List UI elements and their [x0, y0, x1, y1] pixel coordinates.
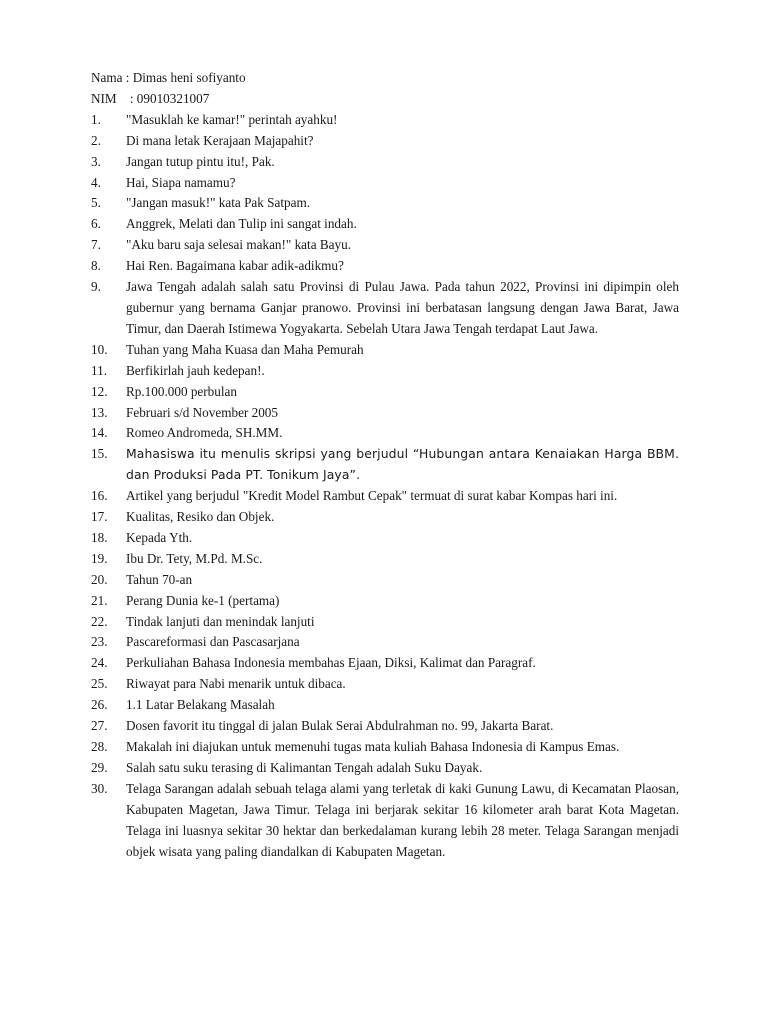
list-item-number: 28.: [91, 739, 108, 754]
list-item-number: 3.: [91, 153, 101, 169]
list-item: [91, 632, 679, 653]
list-item-text: Telaga Sarangan adalah sebuah telaga alami yang terletak di kaki Gunung Lawu, di Kecamatan Plaosan, Kabupaten Magetan, Jawa Timur. Telaga ini berjarak sekitar 16 kilometer arah barat Kota Magetan. Telaga ini luasnya sekitar 30 hektar dan berkedalaman kurang lebih 28 meter. Telaga Sarangan menjadi objek wisata yang paling diandalkan di Kabupaten Magetan.: [126, 780, 679, 859]
list-item-number: 15.: [91, 446, 108, 462]
list-item: [91, 193, 679, 214]
list-item-number: 18.: [91, 529, 108, 545]
list-item-text: Artikel yang berjudul "Kredit Model Rambut Cepak" termuat di surat kabar Kompas hari ini.: [126, 488, 618, 504]
list-item-number: 4.: [91, 174, 101, 190]
list-item-number: 23.: [91, 634, 108, 650]
list-item-text: Di mana letak Kerajaan Majapahit?: [126, 132, 314, 148]
list-item: [91, 361, 679, 382]
list-item-text: "Masuklah ke kamar!" perintah ayahku!: [126, 111, 338, 127]
numbered-list: [91, 110, 679, 863]
list-item-number: 21.: [91, 592, 108, 608]
list-item: [91, 444, 679, 486]
list-item-number: 16.: [91, 488, 108, 504]
list-item-text: Jawa Tengah adalah salah satu Provinsi di Pulau Jawa. Pada tahun 2022, Provinsi ini dipimpin oleh gubernur yang bernama Ganjar pranowo. Provinsi ini berbatasan langsung dengan Jawa Barat, Jawa Timur, dan Daerah Istimewa Yogyakarta. Sebelah Utara Jawa Tengah terdapat Laut Jawa.: [126, 279, 679, 336]
list-item-text: Hai, Siapa namamu?: [126, 174, 236, 190]
list-item-text: Rp.100.000 perbulan: [126, 383, 237, 399]
list-item-number: 17.: [91, 509, 108, 525]
list-item: [91, 695, 679, 716]
list-item-number: 25.: [91, 676, 108, 692]
list-item-text: Ibu Dr. Tety, M.Pd. M.Sc.: [126, 550, 263, 566]
list-item-text: Perkuliahan Bahasa Indonesia membahas Ejaan, Diksi, Kalimat dan Paragraf.: [126, 655, 536, 671]
list-item-number: 13.: [91, 404, 108, 420]
list-item-text: Berfikirlah jauh kedepan!.: [126, 362, 265, 378]
list-item: [91, 173, 679, 194]
list-item-text: Salah satu suku terasing di Kalimantan Tengah adalah Suku Dayak.: [126, 759, 483, 775]
list-item-number: 27.: [91, 718, 108, 734]
list-item-number: 12.: [91, 383, 108, 399]
list-item-text: 1.1 Latar Belakang Masalah: [126, 697, 275, 713]
list-item-text: Mahasiswa itu menulis skripsi yang berjudul “Hubungan antara Kenaiakan Harga BBM. dan Produksi Pada PT. Tonikum Jaya”.: [126, 446, 679, 483]
list-item-number: 6.: [91, 216, 101, 232]
list-item-text: Tuhan yang Maha Kuasa dan Maha Pemurah: [126, 341, 364, 357]
list-item-number: 11.: [91, 362, 107, 378]
list-item: [91, 235, 679, 256]
list-item-text: Perang Dunia ke-1 (pertama): [126, 592, 280, 608]
list-item: [91, 340, 679, 361]
list-item: [91, 277, 679, 340]
list-item: [91, 612, 679, 633]
list-item-number: 30.: [91, 780, 108, 796]
student-name: Nama : Dimas heni sofiyanto: [91, 70, 246, 85]
list-item: [91, 131, 679, 152]
list-item-text: Kualitas, Resiko dan Objek.: [126, 509, 275, 525]
list-item-number: 10.: [91, 341, 108, 357]
list-item-text: Jangan tutup pintu itu!, Pak.: [126, 153, 275, 169]
list-item-text: Dosen favorit itu tinggal di jalan Bulak Serai Abdulrahman no. 99, Jakarta Barat.: [126, 718, 554, 734]
list-item-number: 5.: [91, 195, 101, 211]
list-item: [91, 507, 679, 528]
student-nim: NIM : 09010321007: [91, 90, 210, 106]
list-item: [91, 403, 679, 424]
list-item: [91, 256, 679, 277]
list-item-number: 9.: [91, 279, 101, 295]
list-item-text: Hai Ren. Bagaimana kabar adik-adikmu?: [126, 258, 344, 274]
list-item: [91, 779, 679, 863]
list-item-number: 1.: [91, 111, 101, 127]
list-item-text: Tahun 70-an: [126, 571, 193, 587]
list-item-text: Kepada Yth.: [126, 529, 193, 545]
list-item-number: 26.: [91, 697, 108, 713]
list-item: [91, 653, 679, 674]
list-item-number: 8.: [91, 258, 101, 274]
list-item: [91, 674, 679, 695]
list-item-text: "Aku baru saja selesai makan!" kata Bayu.: [126, 237, 351, 253]
list-item-number: 7.: [91, 237, 101, 253]
list-item: [91, 591, 679, 612]
list-item-number: 19.: [91, 550, 108, 566]
list-item-text: Makalah ini diajukan untuk memenuhi tugas mata kuliah Bahasa Indonesia di Kampus Emas.: [126, 739, 620, 754]
list-item-number: 22.: [91, 613, 108, 629]
list-item: [91, 758, 679, 779]
list-item: [91, 716, 679, 737]
list-item-number: 20.: [91, 571, 108, 587]
list-item-text: Februari s/d November 2005: [126, 404, 278, 420]
list-item-text: Tindak lanjuti dan menindak lanjuti: [126, 613, 315, 629]
list-item: [91, 737, 679, 758]
list-item: [91, 214, 679, 235]
list-item: [91, 382, 679, 403]
list-item-number: 24.: [91, 655, 108, 671]
list-item-number: 2.: [91, 132, 101, 148]
list-item: [91, 528, 679, 549]
list-item-text: Riwayat para Nabi menarik untuk dibaca.: [126, 676, 346, 692]
list-item-text: Anggrek, Melati dan Tulip ini sangat indah.: [126, 216, 357, 232]
list-item: [91, 486, 679, 507]
list-item-number: 14.: [91, 425, 108, 441]
list-item: [91, 570, 679, 591]
document-page: [91, 68, 679, 862]
list-item-text: "Jangan masuk!" kata Pak Satpam.: [126, 195, 310, 211]
list-item: [91, 110, 679, 131]
list-item-text: Pascareformasi dan Pascasarjana: [126, 634, 300, 650]
list-item: [91, 423, 679, 444]
list-item: [91, 152, 679, 173]
list-item: [91, 549, 679, 570]
list-item-number: 29.: [91, 759, 108, 775]
list-item-text: Romeo Andromeda, SH.MM.: [126, 425, 283, 441]
